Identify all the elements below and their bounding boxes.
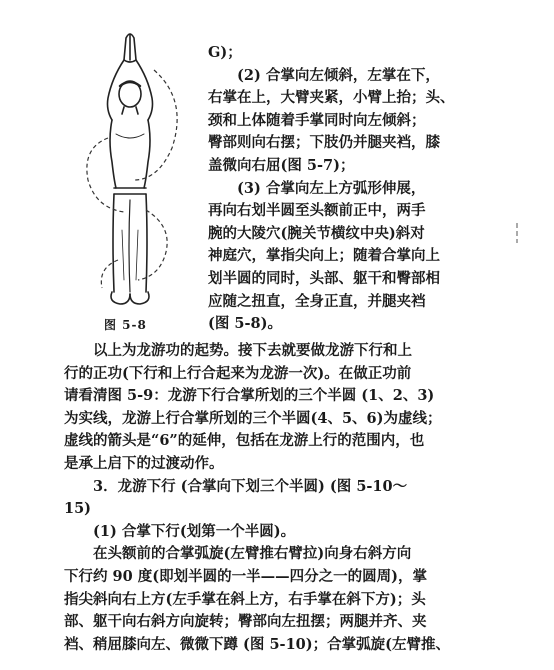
margin-mark: [514, 222, 520, 244]
text-line: (2) 合掌向左倾斜，左掌在下，: [237, 66, 440, 84]
subsection-heading: (1) 合掌下行(划第一个半圆)。: [93, 522, 296, 540]
text-line: 是承上启下的过渡动作。: [64, 454, 224, 472]
text-line: 为实线，龙游上行合掌所划的三个半圆(4、5、6)为虚线；: [64, 409, 442, 427]
text-line: 应随之扭直，全身正直，并腿夹裆: [208, 292, 426, 310]
text-line: 颈和上体随着手掌同时向左倾斜；: [208, 111, 426, 129]
figure-illustration: [68, 30, 198, 315]
text-line: 在头额前的合掌弧旋(左臂推右臂拉)向身右斜方向: [93, 545, 412, 563]
text-line: 虚线的箭头是“6”的延伸，包括在龙游上行的范围内，也: [64, 432, 425, 450]
section-heading: 3．龙游下行 (合掌向下划三个半圆) (图 5-10～: [93, 477, 408, 495]
right-column-text: [208, 42, 470, 336]
text-line: 臀部则向右摆；下肢仍并腿夹裆，膝: [208, 134, 440, 152]
text-line: (图 5-8)。: [208, 315, 282, 333]
text-line: 盖微向右屈(图 5-7)；: [208, 156, 355, 174]
text-line: 请看清图 5-9：龙游下行合掌所划的三个半圆 (1、2、3): [64, 387, 435, 405]
text-line: G)；: [208, 44, 242, 61]
text-line: (3) 合掌向左上方弧形伸展，: [237, 179, 426, 197]
text-line: 行的正功(下行和上行合起来为龙游一次)。在做正功前: [64, 364, 412, 382]
text-line: 以上为龙游功的起势。接下去就要做龙游下行和上: [93, 342, 412, 359]
text-line: 右掌在上，大臂夹紧，小臂上抬；头、: [208, 89, 455, 107]
text-line: 下行约 90 度(即划半圆的一半——四分之一的圆周)，掌: [64, 567, 427, 585]
figure-caption: 图 5-8: [104, 318, 147, 332]
text-line: 神庭穴，掌指尖向上；随着合掌向上: [208, 247, 440, 265]
text-line: 划半圆的同时，头部、躯干和臀部相: [208, 269, 440, 287]
text-line: 腕的大陵穴(腕关节横纹中央)斜对: [208, 224, 425, 242]
body-text: [64, 340, 474, 656]
text-line: 部、躯干向右斜方向旋转；臀部向左扭摆；两腿并齐、夹: [64, 613, 427, 631]
text-line: 15): [64, 500, 92, 518]
text-line: 指尖斜向右上方(左手掌在斜上方，右手掌在斜下方)；头: [64, 590, 426, 608]
text-line: 裆、稍屈膝向左、微微下蹲 (图 5-10)；合掌弧旋(左臂推、: [64, 635, 450, 653]
text-line: 再向右划半圆至头额前正中，两手: [208, 202, 426, 220]
